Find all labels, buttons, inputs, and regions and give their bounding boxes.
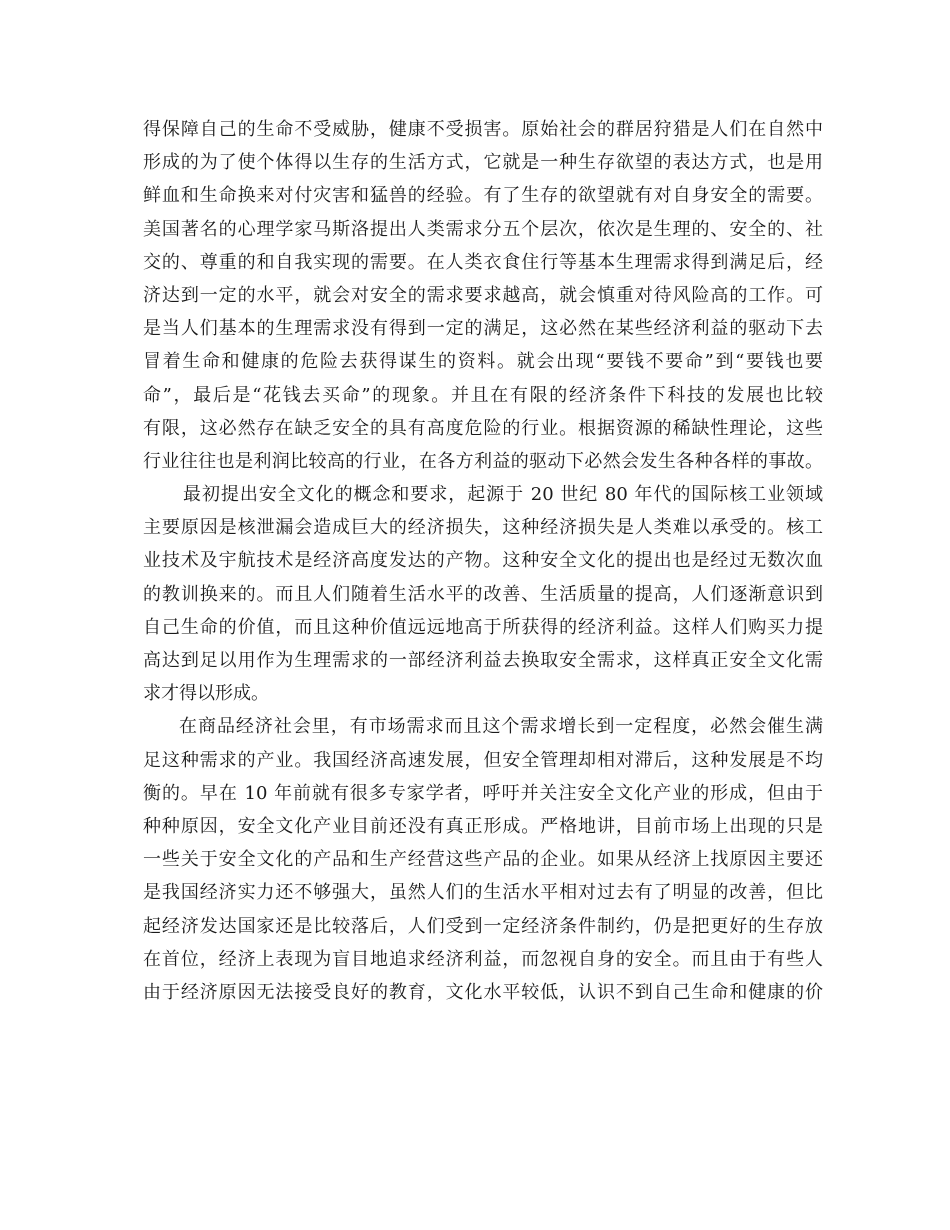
text-line: 主要原因是核泄漏会造成巨大的经济损失，这种经济损失是人类难以承受的。核工 (143, 517, 823, 539)
body-text (143, 113, 823, 1009)
text-line: 是我国经济实力还不够强大，虽然人们的生活水平相对过去有了明显的改善，但比 (143, 882, 823, 904)
text-line: 足这种需求的产业。我国经济高速发展，但安全管理却相对滞后，这种发展是不均 (143, 749, 823, 771)
text-line: 济达到一定的水平，就会对安全的需求要求越高，就会慎重对待风险高的工作。可 (143, 284, 823, 306)
text-line: 交的、尊重的和自我实现的需要。在人类衣食住行等基本生理需求得到满足后，经 (143, 251, 823, 273)
text-line: 冒着生命和健康的危险去获得谋生的资料。就会出现“要钱不要命”到“要钱也要 (143, 351, 823, 373)
text-line: 行业往往也是利润比较高的行业，在各方利益的驱动下必然会发生各种各样的事故。 (143, 450, 823, 472)
text-line: 形成的为了使个体得以生存的生活方式，它就是一种生存欲望的表达方式，也是用 (143, 152, 823, 174)
text-line: 在首位，经济上表现为盲目地追求经济利益，而忽视自身的安全。而且由于有些人 (143, 948, 823, 970)
text-line: 的教训换来的。而且人们随着生活水平的改善、生活质量的提高，人们逐渐意识到 (143, 583, 823, 605)
text-line: 业技术及宇航技术是经济高度发达的产物。这种安全文化的提出也是经过无数次血 (143, 550, 823, 572)
text-line: 高达到足以用作为生理需求的一部经济利益去换取安全需求，这样真正安全文化需 (143, 650, 823, 671)
text-line: 是当人们基本的生理需求没有得到一定的满足，这必然在某些经济利益的驱动下去 (143, 318, 823, 340)
text-line: 衡的。早在 10 年前就有很多专家学者，呼吁并关注安全文化产业的形成，但由于 (143, 782, 823, 804)
text-line: 求才得以形成。 (143, 683, 269, 705)
text-line: 有限，这必然存在缺乏安全的具有高度危险的行业。根据资源的稀缺性理论，这些 (143, 417, 823, 439)
text-line: 在商品经济社会里，有市场需求而且这个需求增长到一定程度，必然会催生满 (179, 716, 823, 738)
text-line: 鲜血和生命换来对付灾害和猛兽的经验。有了生存的欲望就有对自身安全的需要。 (143, 185, 823, 207)
text-line: 自己生命的价值，而且这种价值远远地高于所获得的经济利益。这样人们购买力提 (143, 616, 823, 638)
text-line: 起经济发达国家还是比较落后，人们受到一定经济条件制约，仍是把更好的生存放 (143, 915, 823, 937)
text-line: 命”，最后是“花钱去买命”的现象。并且在有限的经济条件下科技的发展也比较 (143, 384, 823, 406)
text-line: 最初提出安全文化的概念和要求，起源于 20 世纪 80 年代的国际核工业领域 (183, 484, 823, 506)
text-line: 美国著名的心理学家马斯洛提出人类需求分五个层次，依次是生理的、安全的、社 (143, 218, 823, 240)
text-line: 得保障自己的生命不受威胁，健康不受损害。原始社会的群居狩猎是人们在自然中 (143, 119, 823, 140)
text-line: 由于经济原因无法接受良好的教育，文化水平较低，认识不到自己生命和健康的价 (143, 981, 823, 1003)
text-line: 一些关于安全文化的产品和生产经营这些产品的企业。如果从经济上找原因主要还 (143, 849, 823, 871)
text-line: 种种原因，安全文化产业目前还没有真正形成。严格地讲，目前市场上出现的只是 (143, 815, 823, 837)
